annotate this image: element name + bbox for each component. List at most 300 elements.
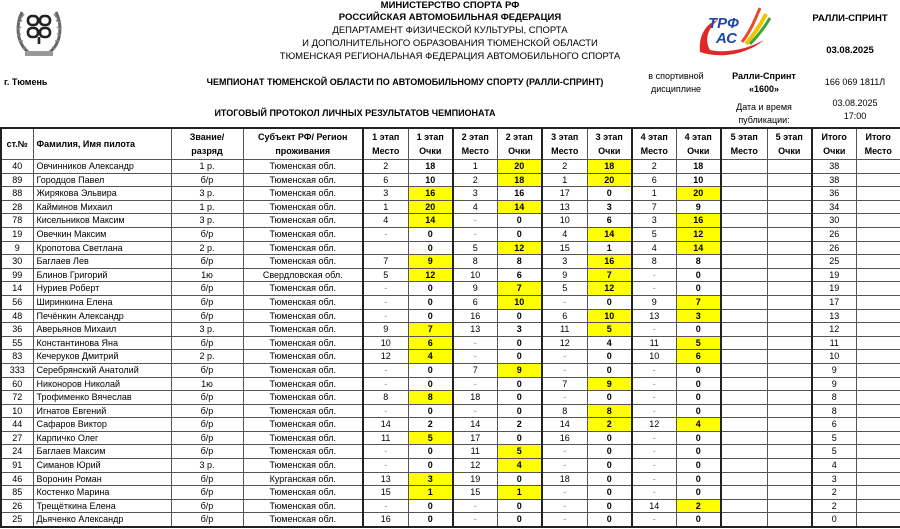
total-points: 26 xyxy=(812,227,856,241)
stage4-points: 0 xyxy=(676,404,721,418)
total-place xyxy=(856,200,900,214)
stage5-place xyxy=(721,363,767,377)
stage5-place xyxy=(721,309,767,323)
total-place xyxy=(856,350,900,364)
stage1-place: - xyxy=(363,227,408,241)
stage1-points: 0 xyxy=(408,295,453,309)
stage2-points: 12 xyxy=(497,241,542,255)
table-row xyxy=(1,459,900,473)
stage5-points xyxy=(767,391,812,405)
pilot-name: Кайминов Михаил xyxy=(33,200,171,214)
stage4-place: - xyxy=(632,282,676,296)
pilot-name: Нуриев Роберт xyxy=(33,282,171,296)
pilot-name: Игнатов Евгений xyxy=(33,404,171,418)
region: Тюменская обл. xyxy=(243,513,363,527)
table-row xyxy=(1,173,900,187)
region: Тюменская обл. xyxy=(243,404,363,418)
table-row xyxy=(1,486,900,500)
total-points: 13 xyxy=(812,309,856,323)
stage3-points: 5 xyxy=(587,323,632,337)
header-line: Место xyxy=(730,146,758,156)
stage3-place: 13 xyxy=(542,200,587,214)
stage4-place: 4 xyxy=(632,241,676,255)
stage3-points: 0 xyxy=(587,486,632,500)
rank: б/р xyxy=(171,227,243,241)
stage2-points: 0 xyxy=(497,350,542,364)
stage4-place: 6 xyxy=(632,173,676,187)
pilot-name: Трофименко Вячеслав xyxy=(33,391,171,405)
stage1-place: 12 xyxy=(363,350,408,364)
col-stage4-place-header xyxy=(632,128,676,160)
stage2-place: 12 xyxy=(453,459,497,473)
stage3-place: 6 xyxy=(542,309,587,323)
header-line: Очки xyxy=(778,146,801,156)
total-points: 6 xyxy=(812,418,856,432)
stage3-place: - xyxy=(542,513,587,527)
logo-text-trf: ТРФ xyxy=(708,15,739,32)
total-place xyxy=(856,241,900,255)
stage2-points: 10 xyxy=(497,295,542,309)
stage1-points: 1 xyxy=(408,486,453,500)
region: Тюменская обл. xyxy=(243,377,363,391)
publication-label xyxy=(724,101,804,127)
stage4-place: 9 xyxy=(632,295,676,309)
table-row xyxy=(1,363,900,377)
total-place xyxy=(856,323,900,337)
total-place xyxy=(856,472,900,486)
pilot-name: Жирякова Эльвира xyxy=(33,187,171,201)
pilot-name: Ширинкина Елена xyxy=(33,295,171,309)
stage5-points xyxy=(767,241,812,255)
stage5-place xyxy=(721,377,767,391)
stage4-place: 3 xyxy=(632,214,676,228)
col-stage1-points-header xyxy=(408,128,453,160)
header-line: Итого xyxy=(821,132,847,142)
stage2-points: 4 xyxy=(497,459,542,473)
pilot-name: Аверьянов Михаил xyxy=(33,323,171,337)
stage5-place xyxy=(721,418,767,432)
stage4-points: 18 xyxy=(676,160,721,174)
total-place xyxy=(856,160,900,174)
stage2-points: 0 xyxy=(497,377,542,391)
stage5-points xyxy=(767,445,812,459)
stage2-place: 4 xyxy=(453,200,497,214)
event-code: 166 069 1811Л xyxy=(824,77,886,87)
total-place xyxy=(856,187,900,201)
stage1-points: 16 xyxy=(408,187,453,201)
stage1-place: 5 xyxy=(363,268,408,282)
stage4-place: - xyxy=(632,459,676,473)
total-points: 5 xyxy=(812,431,856,445)
rank: б/р xyxy=(171,472,243,486)
pilot-name: Кечеруков Дмитрий xyxy=(33,350,171,364)
pilot-name: Овчинников Александр xyxy=(33,160,171,174)
start-number: 91 xyxy=(1,459,33,473)
stage3-place: 18 xyxy=(542,472,587,486)
total-points: 2 xyxy=(812,499,856,513)
pilot-name: Костенко Марина xyxy=(33,486,171,500)
stage2-place: 8 xyxy=(453,255,497,269)
total-place xyxy=(856,486,900,500)
stage1-points: 12 xyxy=(408,268,453,282)
stage3-place: 9 xyxy=(542,268,587,282)
total-place xyxy=(856,336,900,350)
stage4-points: 0 xyxy=(676,513,721,527)
table-row xyxy=(1,336,900,350)
stage1-points: 4 xyxy=(408,350,453,364)
table-row xyxy=(1,255,900,269)
stage3-points: 0 xyxy=(587,431,632,445)
stage3-points: 20 xyxy=(587,173,632,187)
table-row xyxy=(1,431,900,445)
stage5-points xyxy=(767,350,812,364)
stage5-place xyxy=(721,486,767,500)
col-stage3-points-header xyxy=(587,128,632,160)
header-line: 3 этап xyxy=(595,132,623,142)
stage3-points: 0 xyxy=(587,363,632,377)
stage1-points: 0 xyxy=(408,227,453,241)
stage3-points: 7 xyxy=(587,268,632,282)
header-line: Место xyxy=(640,146,668,156)
start-number: 28 xyxy=(1,200,33,214)
stage3-place: 2 xyxy=(542,160,587,174)
stage5-place xyxy=(721,459,767,473)
start-number: 333 xyxy=(1,363,33,377)
stage2-points: 18 xyxy=(497,173,542,187)
stage5-place xyxy=(721,187,767,201)
stage1-points: 0 xyxy=(408,499,453,513)
stage3-points: 16 xyxy=(587,255,632,269)
stage1-place: - xyxy=(363,445,408,459)
stage3-points: 6 xyxy=(587,214,632,228)
table-row xyxy=(1,282,900,296)
stage5-place xyxy=(721,255,767,269)
rank: б/р xyxy=(171,336,243,350)
table-row xyxy=(1,200,900,214)
table-row xyxy=(1,268,900,282)
stage3-place: 3 xyxy=(542,255,587,269)
total-place xyxy=(856,445,900,459)
stage2-points: 0 xyxy=(497,227,542,241)
stage1-points: 0 xyxy=(408,445,453,459)
start-number: 14 xyxy=(1,282,33,296)
stage2-points: 0 xyxy=(497,214,542,228)
pilot-name: Дьяченко Александр xyxy=(33,513,171,527)
start-number: 9 xyxy=(1,241,33,255)
stage1-place: - xyxy=(363,282,408,296)
table-row xyxy=(1,499,900,513)
total-points: 38 xyxy=(812,160,856,174)
stage3-points: 10 xyxy=(587,309,632,323)
stage4-points: 4 xyxy=(676,418,721,432)
stage3-points: 9 xyxy=(587,377,632,391)
total-points: 9 xyxy=(812,363,856,377)
rank: 2 р. xyxy=(171,241,243,255)
stage1-place: - xyxy=(363,309,408,323)
stage1-points: 0 xyxy=(408,309,453,323)
rank: 1 р. xyxy=(171,200,243,214)
header-line: проживания xyxy=(275,146,331,156)
total-place xyxy=(856,459,900,473)
stage5-points xyxy=(767,268,812,282)
stage3-place: - xyxy=(542,499,587,513)
rank: б/р xyxy=(171,309,243,323)
header-line: 3 этап xyxy=(551,132,579,142)
table-row xyxy=(1,160,900,174)
stage1-points: 0 xyxy=(408,404,453,418)
stage2-points: 0 xyxy=(497,336,542,350)
stage1-place: 1 xyxy=(363,200,408,214)
table-row xyxy=(1,391,900,405)
stage4-place: 8 xyxy=(632,255,676,269)
rank: б/р xyxy=(171,391,243,405)
stage2-place: 5 xyxy=(453,241,497,255)
rank: б/р xyxy=(171,431,243,445)
start-number: 88 xyxy=(1,187,33,201)
region: Тюменская обл. xyxy=(243,255,363,269)
start-number: 46 xyxy=(1,472,33,486)
total-points: 10 xyxy=(812,350,856,364)
start-number: 78 xyxy=(1,214,33,228)
header-line: 2 этап xyxy=(461,132,489,142)
publication-label-line-1: Дата и время xyxy=(736,102,792,112)
header-line: Очки xyxy=(598,146,621,156)
rank: б/р xyxy=(171,363,243,377)
regional-federation: ТЮМЕНСКАЯ РЕГИОНАЛЬНАЯ ФЕДЕРАЦИЯ АВТОМОБИЛЬНОГО СПОРТА xyxy=(279,51,621,62)
discipline-label-line-2: дисциплине xyxy=(650,84,702,94)
total-points: 8 xyxy=(812,391,856,405)
stage1-place: 3 xyxy=(363,187,408,201)
stage4-place: - xyxy=(632,431,676,445)
stage4-points: 8 xyxy=(676,255,721,269)
region: Тюменская обл. xyxy=(243,391,363,405)
pilot-name: Трещёткина Елена xyxy=(33,499,171,513)
rank: б/р xyxy=(171,445,243,459)
stage2-place: - xyxy=(453,336,497,350)
stage2-place: 19 xyxy=(453,472,497,486)
stage4-place: - xyxy=(632,323,676,337)
results-table xyxy=(0,127,900,528)
total-points: 8 xyxy=(812,404,856,418)
header-line: Звание/ xyxy=(189,132,225,142)
col-total-place-header xyxy=(856,128,900,160)
stage3-points: 0 xyxy=(587,499,632,513)
table-row xyxy=(1,472,900,486)
stage5-place xyxy=(721,227,767,241)
stage1-points: 0 xyxy=(408,363,453,377)
stage3-points: 0 xyxy=(587,472,632,486)
header-line: Фамилия, Имя пилота xyxy=(36,139,136,149)
stage5-place xyxy=(721,336,767,350)
rank: 3 р. xyxy=(171,323,243,337)
event-date: 03.08.2025 xyxy=(826,45,874,56)
total-place xyxy=(856,268,900,282)
region: Тюменская обл. xyxy=(243,160,363,174)
stage5-place xyxy=(721,295,767,309)
region: Тюменская обл. xyxy=(243,187,363,201)
stage2-points: 16 xyxy=(497,187,542,201)
stage2-points: 14 xyxy=(497,200,542,214)
rank: б/р xyxy=(171,499,243,513)
stage1-place: - xyxy=(363,459,408,473)
stage2-place: 3 xyxy=(453,187,497,201)
rank: б/р xyxy=(171,418,243,432)
start-number: 72 xyxy=(1,391,33,405)
stage1-points: 0 xyxy=(408,241,453,255)
stage2-points: 0 xyxy=(497,472,542,486)
start-number: 30 xyxy=(1,255,33,269)
city: г. Тюмень xyxy=(4,77,48,87)
total-place xyxy=(856,309,900,323)
stage2-points: 0 xyxy=(497,309,542,323)
stage4-place: - xyxy=(632,268,676,282)
region: Свердловская обл. xyxy=(243,268,363,282)
stage4-points: 3 xyxy=(676,309,721,323)
stage5-place xyxy=(721,200,767,214)
region: Тюменская обл. xyxy=(243,323,363,337)
stage5-place xyxy=(721,431,767,445)
pilot-name: Кисельников Максим xyxy=(33,214,171,228)
table-row xyxy=(1,309,900,323)
stage3-place: - xyxy=(542,363,587,377)
col-total-points-header xyxy=(812,128,856,160)
stage2-points: 8 xyxy=(497,255,542,269)
total-place xyxy=(856,363,900,377)
stage4-place: 11 xyxy=(632,336,676,350)
pilot-name: Кропотова Светлана xyxy=(33,241,171,255)
publication-label-line-2: публикации: xyxy=(738,115,790,125)
start-number: 44 xyxy=(1,418,33,432)
stage5-place xyxy=(721,282,767,296)
stage1-points: 0 xyxy=(408,513,453,527)
total-place xyxy=(856,173,900,187)
table-row xyxy=(1,295,900,309)
stage3-points: 0 xyxy=(587,391,632,405)
total-place xyxy=(856,227,900,241)
stage4-points: 0 xyxy=(676,377,721,391)
stage3-place: 8 xyxy=(542,404,587,418)
stage4-points: 14 xyxy=(676,241,721,255)
stage5-place xyxy=(721,241,767,255)
stage4-points: 12 xyxy=(676,227,721,241)
department-line-1: ДЕПАРТАМЕНТ ФИЗИЧЕСКОЙ КУЛЬТУРЫ, СПОРТА xyxy=(332,25,568,36)
start-number: 55 xyxy=(1,336,33,350)
region: Тюменская обл. xyxy=(243,241,363,255)
total-place xyxy=(856,255,900,269)
header-line: Место xyxy=(551,146,579,156)
stage1-points: 9 xyxy=(408,255,453,269)
stage4-place: - xyxy=(632,363,676,377)
stage5-points xyxy=(767,309,812,323)
stage4-points: 0 xyxy=(676,486,721,500)
start-number: 56 xyxy=(1,295,33,309)
rank: б/р xyxy=(171,513,243,527)
rank: 3 р. xyxy=(171,187,243,201)
stage2-place: 2 xyxy=(453,173,497,187)
stage1-place: 14 xyxy=(363,418,408,432)
stage2-points: 0 xyxy=(497,499,542,513)
publication-datetime xyxy=(810,97,900,123)
region: Тюменская обл. xyxy=(243,418,363,432)
total-place xyxy=(856,295,900,309)
region: Тюменская обл. xyxy=(243,350,363,364)
stage4-place: - xyxy=(632,404,676,418)
start-number: 60 xyxy=(1,377,33,391)
start-number: 36 xyxy=(1,323,33,337)
stage2-place: - xyxy=(453,214,497,228)
stage4-points: 7 xyxy=(676,295,721,309)
stage4-points: 20 xyxy=(676,187,721,201)
header-line: Очки xyxy=(419,146,442,156)
stage1-place xyxy=(363,241,408,255)
region: Тюменская обл. xyxy=(243,173,363,187)
stage1-place: 15 xyxy=(363,486,408,500)
rank: б/р xyxy=(171,486,243,500)
stage3-points: 1 xyxy=(587,241,632,255)
stage1-points: 6 xyxy=(408,336,453,350)
header-line: Очки xyxy=(508,146,531,156)
event-type: РАЛЛИ-СПРИНТ xyxy=(812,13,888,24)
region: Тюменская обл. xyxy=(243,295,363,309)
stage2-place: - xyxy=(453,499,497,513)
rank: 2 р. xyxy=(171,350,243,364)
stage4-points: 5 xyxy=(676,336,721,350)
col-stage3-place-header xyxy=(542,128,587,160)
stage5-points xyxy=(767,255,812,269)
discipline-value-line-2: «1600» xyxy=(748,84,780,94)
stage4-points: 0 xyxy=(676,391,721,405)
col-stage2-place-header xyxy=(453,128,497,160)
stage5-place xyxy=(721,445,767,459)
stage3-points: 8 xyxy=(587,404,632,418)
stage5-place xyxy=(721,160,767,174)
table-row xyxy=(1,404,900,418)
stage4-place: - xyxy=(632,377,676,391)
stage1-place: 16 xyxy=(363,513,408,527)
pilot-name: Никоноров Николай xyxy=(33,377,171,391)
total-points: 3 xyxy=(812,472,856,486)
stage4-points: 16 xyxy=(676,214,721,228)
stage5-place xyxy=(721,350,767,364)
header-line: Место xyxy=(864,146,892,156)
discipline-value xyxy=(724,70,804,96)
stage1-points: 5 xyxy=(408,431,453,445)
stage1-place: - xyxy=(363,499,408,513)
rank: б/р xyxy=(171,282,243,296)
stage1-place: 6 xyxy=(363,173,408,187)
stage5-points xyxy=(767,459,812,473)
table-row xyxy=(1,350,900,364)
stage4-points: 0 xyxy=(676,282,721,296)
protocol-title: ИТОГОВЫЙ ПРОТОКОЛ ЛИЧНЫХ РЕЗУЛЬТАТОВ ЧЕМПИОНАТА xyxy=(214,108,496,118)
stage5-place xyxy=(721,173,767,187)
stage3-place: 17 xyxy=(542,187,587,201)
trfas-logo xyxy=(694,4,774,60)
stage4-place: 14 xyxy=(632,499,676,513)
stage3-place: 10 xyxy=(542,214,587,228)
stage3-place: 12 xyxy=(542,336,587,350)
rank: 1ю xyxy=(171,377,243,391)
stage4-place: - xyxy=(632,513,676,527)
stage1-points: 0 xyxy=(408,377,453,391)
region: Курганская обл. xyxy=(243,472,363,486)
total-points: 5 xyxy=(812,445,856,459)
stage1-place: 8 xyxy=(363,391,408,405)
header-line: Очки xyxy=(823,146,846,156)
stage5-points xyxy=(767,282,812,296)
stage2-points: 0 xyxy=(497,404,542,418)
header-line: 5 этап xyxy=(775,132,803,142)
